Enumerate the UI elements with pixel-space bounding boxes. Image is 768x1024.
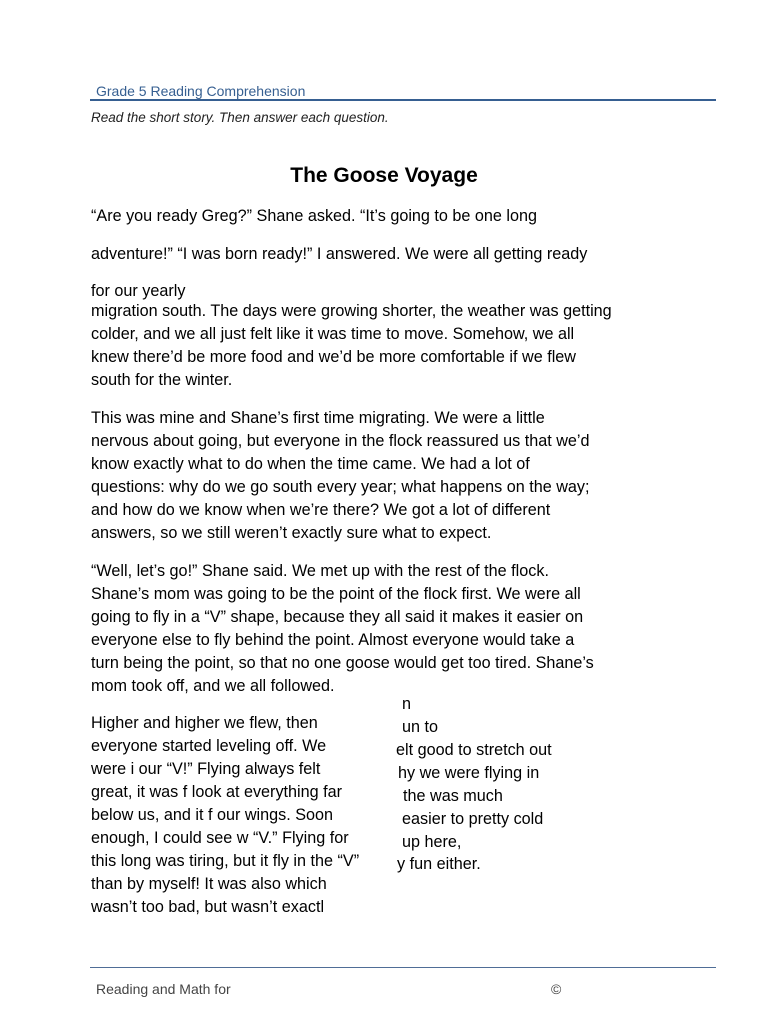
paragraph-3-line-3: going to fly in a “V” shape, because they all said it makes it easier on: [91, 608, 584, 626]
left-column-line-8: than by myself! It was also which: [91, 875, 327, 893]
left-column-line-7: this long was tiring, but it fly in the “V”: [91, 852, 360, 870]
paragraph-1-line-1: “Are you ready Greg?” Shane asked. “It’s going to be one long: [91, 207, 538, 225]
left-column-line-3: were i our “V!” Flying always felt: [91, 760, 321, 778]
footer-left-text: Reading and Math for: [96, 981, 231, 997]
left-column-line-5: below us, and it f our wings. Soon: [91, 806, 334, 824]
right-column-line-8: y fun either.: [397, 855, 481, 873]
right-column-line-5: the was much: [403, 787, 503, 805]
right-column-line-4: hy we were flying in: [398, 764, 540, 782]
paragraph-3-line-5: turn being the point, so that no one goose would get too tired. Shane’s: [91, 654, 594, 672]
paragraph-3-line-4: everyone else to fly behind the point. Almost everyone would take a: [91, 631, 575, 649]
paragraph-3-line-6: mom took off, and we all followed.: [91, 677, 335, 695]
paragraph-2-line-3: know exactly what to do when the time came. We had a lot of: [91, 455, 530, 473]
paragraph-1-line-4: migration south. The days were growing shorter, the weather was getting: [91, 302, 612, 320]
left-column-line-9: wasn’t too bad, but wasn’t exactl: [91, 898, 325, 916]
paragraph-2-line-5: and how do we know when we’re there? We got a lot of different: [91, 501, 551, 519]
paragraph-3-line-2: Shane’s mom was going to be the point of the flock first. We were all: [91, 585, 581, 603]
header-subject: Grade 5 Reading Comprehension: [96, 83, 306, 99]
paragraph-2-line-2: nervous about going, but everyone in the flock reassured us that we’d: [91, 432, 590, 450]
left-column-line-1: Higher and higher we flew, then: [91, 714, 318, 732]
paragraph-1-line-7: south for the winter.: [91, 371, 233, 389]
right-column-line-3: elt good to stretch out: [396, 741, 552, 759]
right-column-line-2: un to: [402, 718, 439, 736]
instructions: Read the short story. Then answer each question.: [91, 110, 389, 125]
paragraph-2-line-6: answers, so we still weren’t exactly sure what to expect.: [91, 524, 492, 542]
footer-copyright: ©: [551, 981, 562, 997]
header-rule: [90, 99, 716, 101]
paragraph-1-line-2: adventure!” “I was born ready!” I answered. We were all getting ready: [91, 245, 588, 263]
paragraph-1-line-3: for our yearly: [91, 282, 186, 300]
left-column-line-6: enough, I could see w “V.” Flying for: [91, 829, 349, 847]
paragraph-1-line-6: knew there’d be more food and we’d be more comfortable if we flew: [91, 348, 576, 366]
right-column-line-1: n: [402, 695, 412, 713]
left-column-line-2: everyone started leveling off. We: [91, 737, 327, 755]
left-column-line-4: great, it was f look at everything far: [91, 783, 343, 801]
right-column-line-7: up here,: [402, 833, 462, 851]
right-column-line-6: easier to pretty cold: [402, 810, 544, 828]
paragraph-1-line-5: colder, and we all just felt like it was time to move. Somehow, we all: [91, 325, 575, 343]
story-title: The Goose Voyage: [290, 164, 478, 187]
footer-rule: [90, 967, 716, 968]
paragraph-2-line-1: This was mine and Shane’s first time migrating. We were a little: [91, 409, 545, 427]
paragraph-3-line-1: “Well, let’s go!” Shane said. We met up with the rest of the flock.: [91, 562, 549, 580]
paragraph-2-line-4: questions: why do we go south every year; what happens on the way;: [91, 478, 590, 496]
